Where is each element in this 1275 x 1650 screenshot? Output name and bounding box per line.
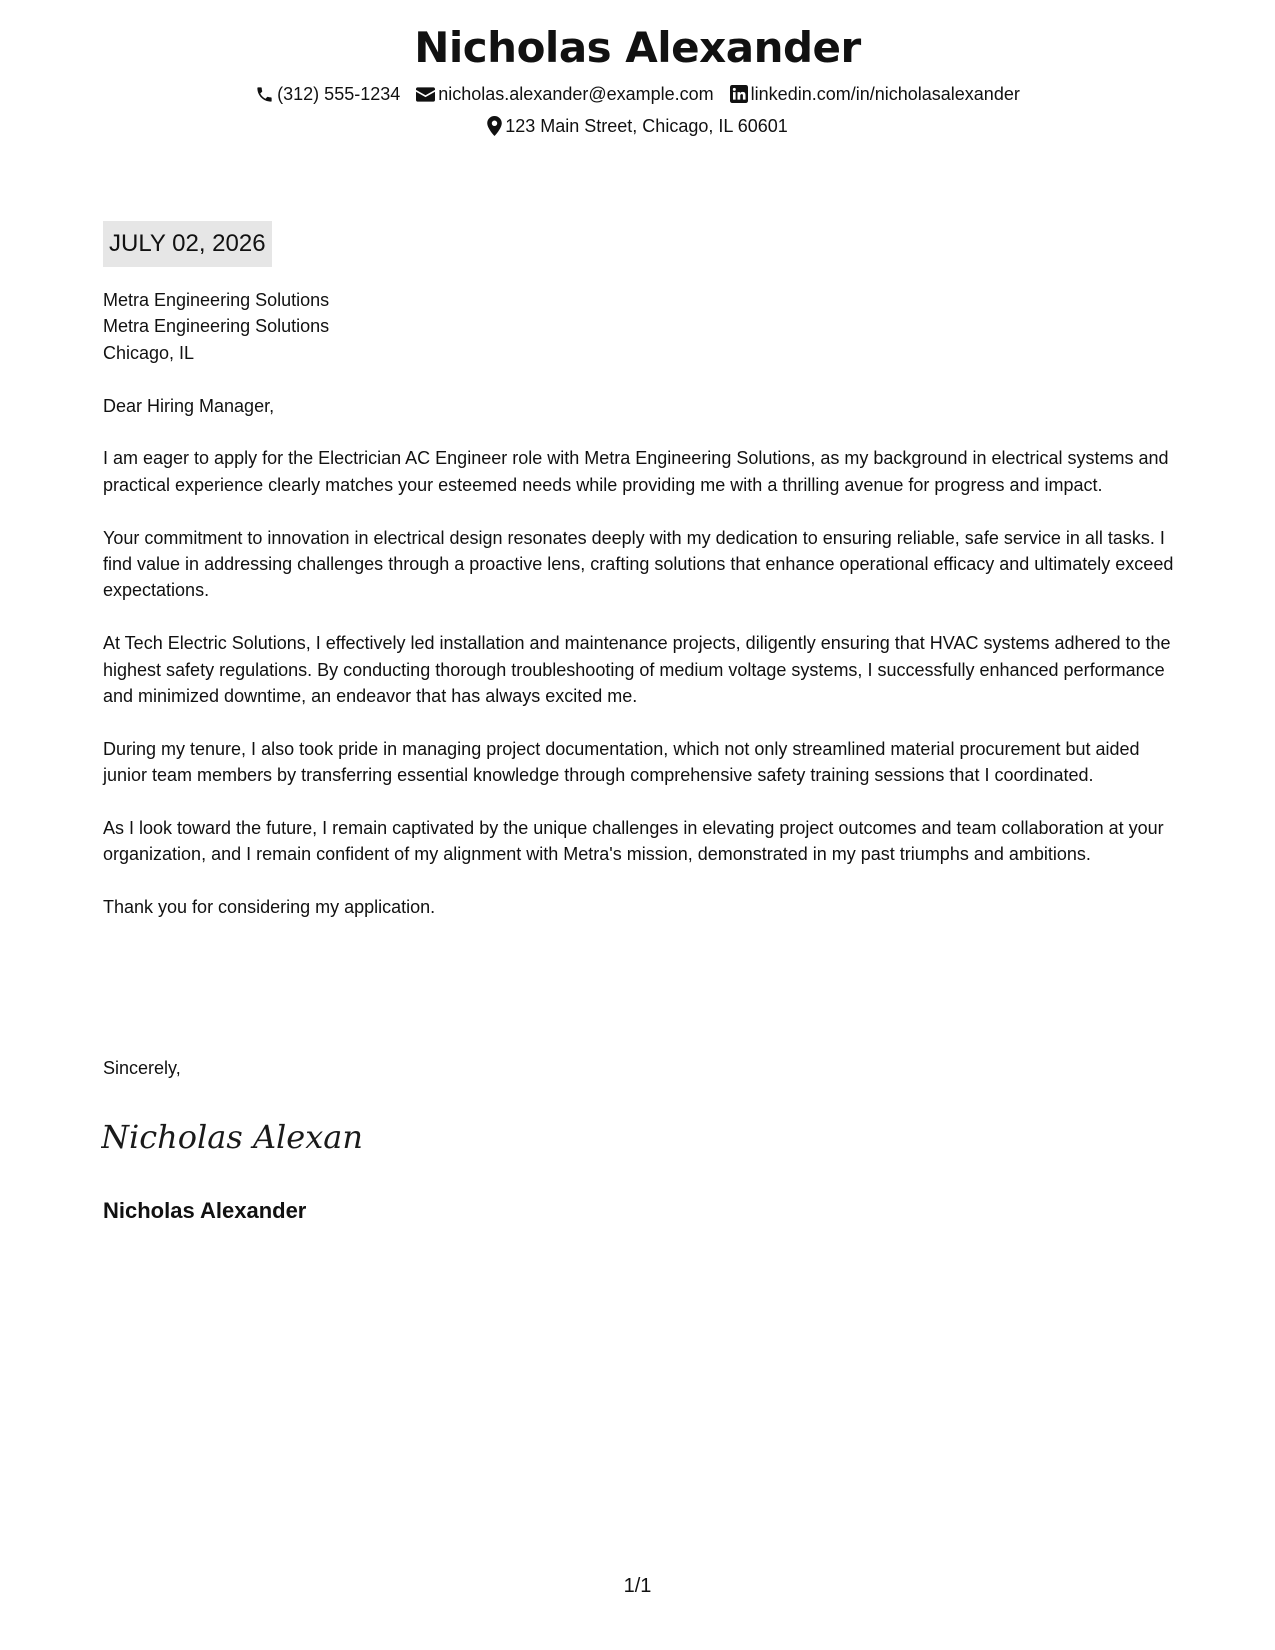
contact-row <box>0 82 1275 106</box>
salutation: Dear Hiring Manager, <box>103 395 275 416</box>
linkedin-contact <box>730 82 1020 106</box>
body-paragraph: I am eager to apply for the Electrician AC Engineer role with Metra Engineering Solutions, as my background in electrical systems and practical experience clearly matches your esteemed needs while providing me with a thrilling avenue for progress and impact. <box>103 448 1169 495</box>
linkedin-url: linkedin.com/in/nicholasalexander <box>750 84 1020 104</box>
body-paragraph: At Tech Electric Solutions, I effectively led installation and maintenance projects, diligently ensuring that HVAC systems adhered to the highest safety regulations. By conducting thorough troubleshooting of medium voltage systems, I successfully enhanced performance and minimized downtime, an endeavor that has always excited me. <box>103 633 1171 707</box>
phone-number: (312) 555-1234 <box>277 84 401 104</box>
letter-body <box>103 287 1178 947</box>
street-address: 123 Main Street, Chicago, IL 60601 <box>505 116 788 136</box>
signed-name: Nicholas Alexander <box>103 1198 307 1223</box>
recipient-line: Metra Engineering Solutions <box>103 316 330 337</box>
signature-text: Nicholas Alexan <box>101 1118 363 1156</box>
envelope-icon <box>416 87 435 102</box>
body-paragraph: Your commitment to innovation in electrical design resonates deeply with my dedication to ensuring reliable, safe service in all tasks. I find value in addressing challenges through a proactive lens, crafting solutions that enhance operational efficacy and ultimately exceed expectations. <box>103 527 1174 601</box>
address-contact <box>487 114 788 138</box>
handwritten-signature <box>101 1112 363 1165</box>
address-row <box>0 114 1275 138</box>
email-address: nicholas.alexander@example.com <box>438 84 714 104</box>
email-contact <box>416 82 713 106</box>
phone-contact <box>255 82 400 106</box>
body-paragraph: As I look toward the future, I remain captivated by the unique challenges in elevating project outcomes and team collaboration at your organization, and I remain confident of my alignment with Metra's mission, demonstrated in my past triumphs and ambitions. <box>103 818 1164 865</box>
body-paragraph: Thank you for considering my application. <box>103 897 436 918</box>
letter-date: JULY 02, 2026 <box>103 221 272 267</box>
recipient-block <box>103 287 1178 366</box>
phone-icon <box>255 85 274 104</box>
page-number: 1/1 <box>623 1575 652 1597</box>
map-pin-icon <box>487 116 502 136</box>
sender-name-title: Nicholas Alexander <box>414 23 861 72</box>
linkedin-icon <box>730 85 748 103</box>
recipient-line: Chicago, IL <box>103 342 195 363</box>
closing: Sincerely, <box>103 1058 181 1078</box>
recipient-line: Metra Engineering Solutions <box>103 290 330 310</box>
body-paragraph: During my tenure, I also took pride in managing project documentation, which not only streamlined material procurement but aided junior team members by transferring essential knowledge through comprehensive safety training sessions that I coordinated. <box>103 738 1140 786</box>
letter-header <box>0 20 1275 138</box>
